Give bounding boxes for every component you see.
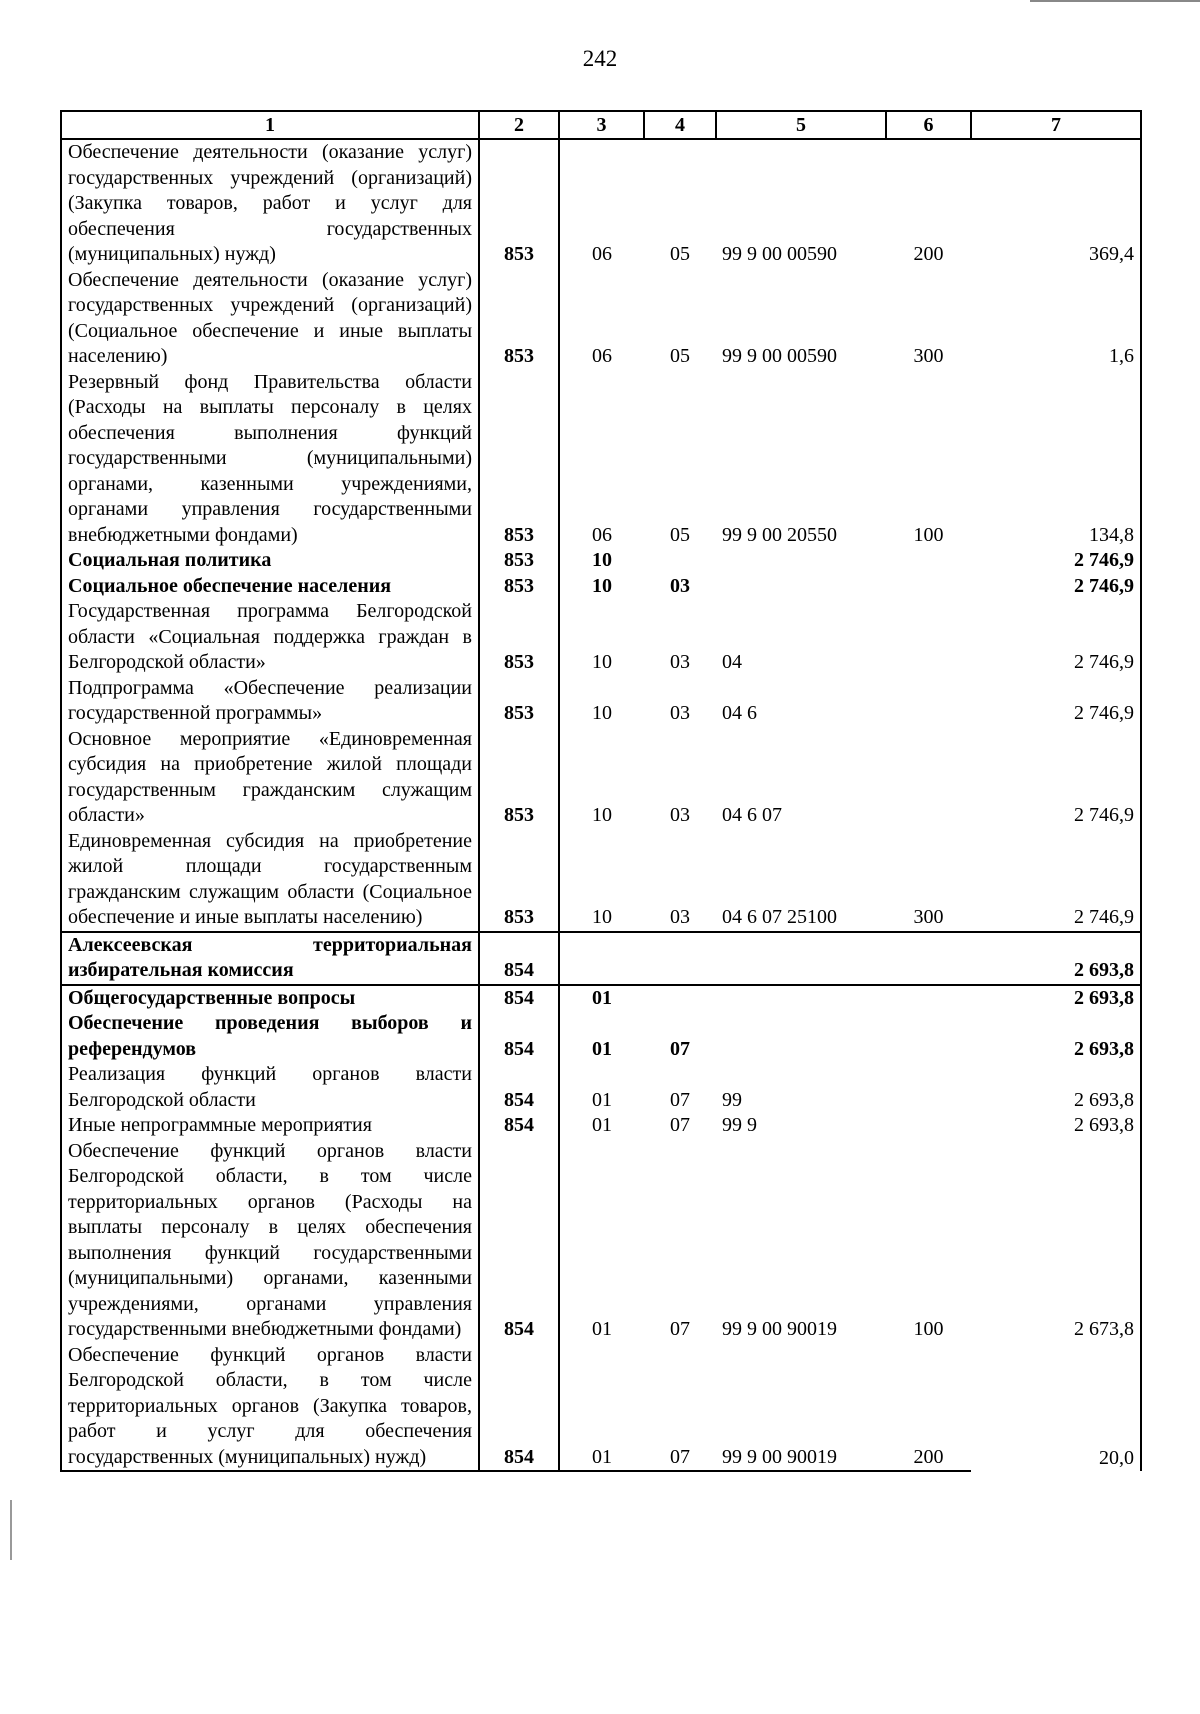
row-name: Основное мероприятие «Единовременная субсидия на приобретение жилой площади государственным гражданским служащим области» (61, 727, 479, 829)
row-subsection-code: 03 (670, 804, 690, 826)
row-ministry-code: 853 (479, 574, 559, 600)
row-subsection-code: 05 (670, 345, 690, 367)
row-name: Государственная программа Белгородской области «Социальная поддержка граждан в Белгородской области» (61, 599, 479, 676)
row-subsection-code: 03 (670, 574, 690, 597)
budget-table (60, 110, 1142, 1472)
row-amount: 1,6 (971, 268, 1141, 370)
row-amount: 2 693,8 (971, 1062, 1141, 1113)
row-target-code (716, 1011, 886, 1062)
row-amount: 369,4 (971, 139, 1141, 268)
row-name: Социальное обеспечение населения (61, 574, 479, 600)
table-row (61, 268, 1141, 370)
row-section-code: 01 (592, 1088, 612, 1111)
row-amount: 2 693,8 (971, 1011, 1141, 1062)
row-expense-type (886, 1062, 971, 1113)
row-section-code: 10 (592, 549, 612, 571)
row-target-code (716, 574, 886, 600)
row-ministry-code: 853 (479, 268, 559, 370)
table-row (61, 1343, 1141, 1472)
row-ministry-code: 854 (479, 1011, 559, 1062)
row-expense-type: 100 (913, 523, 944, 546)
row-expense-type: 300 (913, 906, 944, 928)
row-ministry-code: 854 (479, 932, 559, 985)
row-name: Общегосударственные вопросы (61, 985, 479, 1012)
row-expense-type (886, 932, 971, 985)
row-ministry-code: 854 (479, 985, 559, 1012)
row-name: Обеспечение функций органов власти Белгородской области, в том числе территориальных органов (Закупка товаров, работ и услуг для обеспечения государственных (муниципальных) нужд) (61, 1343, 479, 1472)
row-ministry-code: 853 (479, 139, 559, 268)
row-amount: 2 746,9 (971, 727, 1141, 829)
row-section-code: 01 (592, 1037, 612, 1060)
row-subsection-code: 07 (670, 1114, 690, 1136)
row-section-code: 10 (592, 906, 612, 928)
row-section-code: 01 (592, 1318, 612, 1340)
row-amount: 2 746,9 (971, 829, 1141, 932)
table-row (61, 574, 1141, 600)
row-ministry-code: 854 (479, 1113, 559, 1139)
row-ministry-code: 853 (479, 727, 559, 829)
row-subsection-code: 05 (670, 243, 690, 265)
row-amount: 20,0 (971, 1343, 1141, 1472)
table-row (61, 599, 1141, 676)
row-name: Единовременная субсидия на приобретение жилой площади государственным гражданским служащим области (Социальное обеспечение и иные выплаты населению) (61, 829, 479, 932)
row-target-code: 99 9 00 00590 (722, 243, 837, 265)
header-col-3: 3 (559, 111, 644, 139)
row-subsection-code: 07 (670, 1318, 690, 1340)
row-target-code: 99 9 00 00590 (722, 345, 837, 367)
row-expense-type: 200 (886, 1343, 971, 1472)
header-row (61, 111, 1141, 139)
row-target-code: 04 6 07 (722, 804, 782, 826)
row-section-code: 01 (559, 985, 644, 1012)
row-target-code: 99 9 00 20550 (722, 523, 837, 546)
row-amount: 2 693,8 (971, 985, 1141, 1012)
row-section-code: 06 (592, 243, 612, 265)
row-expense-type (886, 599, 971, 676)
row-target-code (716, 985, 886, 1012)
row-amount: 2 693,8 (971, 1113, 1141, 1139)
row-expense-type (886, 1113, 971, 1139)
row-expense-type (886, 548, 971, 574)
row-ministry-code: 853 (479, 829, 559, 932)
row-ministry-code: 854 (479, 1343, 559, 1472)
table-row (61, 932, 1141, 985)
row-amount: 2 746,9 (971, 676, 1141, 727)
row-subsection-code (644, 548, 716, 574)
row-expense-type (886, 727, 971, 829)
row-amount: 134,8 (971, 370, 1141, 549)
row-expense-type (886, 1011, 971, 1062)
row-target-code (716, 548, 886, 574)
row-target-code: 99 9 00 90019 (722, 1318, 837, 1340)
header-col-5: 5 (716, 111, 886, 139)
row-section-code: 10 (592, 651, 612, 673)
row-section-code: 01 (559, 1343, 644, 1472)
row-target-code (716, 932, 886, 985)
row-target-code: 04 (722, 651, 742, 673)
row-expense-type: 200 (913, 243, 944, 265)
row-name: Алексеевская территориальная избирательная комиссия (61, 932, 479, 985)
scan-edge-top (1030, 0, 1200, 2)
row-name: Резервный фонд Правительства области (Расходы на выплаты персоналу в целях обеспечения выполнения функций государственными (муниципальными) органами, казенными учреждениями, органами управления государственными внебюджетными фондами) (61, 370, 479, 549)
row-name: Подпрограмма «Обеспечение реализации государственной программы» (61, 676, 479, 727)
page-number: 242 (582, 46, 618, 71)
row-subsection-code (644, 985, 716, 1012)
row-name: Обеспечение деятельности (оказание услуг) государственных учреждений (организаций) (Закупка товаров, работ и услуг для обеспечения государственных (муниципальных) нужд) (61, 139, 479, 268)
row-ministry-code: 854 (479, 1139, 559, 1343)
table-row (61, 370, 1141, 549)
table-row (61, 829, 1141, 932)
row-ministry-code: 853 (479, 370, 559, 549)
row-section-code: 10 (592, 574, 612, 597)
row-ministry-code: 853 (479, 676, 559, 727)
row-name: Обеспечение деятельности (оказание услуг) государственных учреждений (организаций) (Социальное обеспечение и иные выплаты населению) (61, 268, 479, 370)
row-ministry-code: 853 (479, 548, 559, 574)
row-name: Обеспечение функций органов власти Белгородской области, в том числе территориальных органов (Расходы на выплаты персоналу в целях обеспечения выполнения функций государственными (муниципальными) органами, казенными учреждениями, органами управления государственными внебюджетными фондами) (61, 1139, 479, 1343)
row-amount: 2 693,8 (971, 932, 1141, 985)
row-expense-type (886, 676, 971, 727)
row-subsection-code: 03 (670, 702, 690, 724)
row-section-code: 10 (592, 702, 612, 724)
row-target-code: 04 6 (722, 702, 757, 724)
row-subsection-code: 03 (670, 651, 690, 673)
row-section-code: 06 (592, 345, 612, 367)
row-subsection-code: 03 (670, 906, 690, 928)
row-amount: 2 673,8 (971, 1139, 1141, 1343)
row-section-code: 10 (592, 804, 612, 826)
table-row (61, 1113, 1141, 1139)
row-target-code: 99 9 00 90019 (716, 1343, 886, 1472)
row-ministry-code: 854 (479, 1062, 559, 1113)
row-section-code (559, 932, 644, 985)
row-subsection-code: 07 (644, 1343, 716, 1472)
table-row (61, 548, 1141, 574)
header-col-6: 6 (886, 111, 971, 139)
row-subsection-code: 07 (670, 1037, 690, 1060)
row-subsection-code (644, 932, 716, 985)
table-row (61, 985, 1141, 1012)
row-expense-type: 100 (913, 1318, 944, 1340)
row-name: Социальная политика (61, 548, 479, 574)
row-section-code: 06 (592, 523, 612, 546)
row-amount: 2 746,9 (971, 574, 1141, 600)
header-col-1: 1 (61, 111, 479, 139)
row-name: Иные непрограммные мероприятия (61, 1113, 479, 1139)
table-row (61, 676, 1141, 727)
row-expense-type (886, 574, 971, 600)
row-name: Обеспечение проведения выборов и референдумов (61, 1011, 479, 1062)
row-expense-type: 300 (913, 345, 944, 367)
row-subsection-code: 07 (670, 1088, 690, 1111)
row-target-code: 04 6 07 25100 (722, 906, 837, 928)
table-row (61, 1139, 1141, 1343)
table-row (61, 1062, 1141, 1113)
row-amount: 2 746,9 (971, 599, 1141, 676)
scan-edge-left (10, 1500, 12, 1560)
row-amount: 2 746,9 (971, 548, 1141, 574)
row-subsection-code: 05 (670, 523, 690, 546)
row-section-code: 01 (592, 1114, 612, 1136)
header-col-4: 4 (644, 111, 716, 139)
row-expense-type (886, 985, 971, 1012)
header-col-2: 2 (479, 111, 559, 139)
row-target-code: 99 9 (722, 1114, 757, 1136)
header-col-7: 7 (971, 111, 1141, 139)
table-row (61, 139, 1141, 268)
row-target-code: 99 (722, 1088, 742, 1111)
table-row (61, 1011, 1141, 1062)
table-row (61, 727, 1141, 829)
row-ministry-code: 853 (479, 599, 559, 676)
row-name: Реализация функций органов власти Белгородской области (61, 1062, 479, 1113)
